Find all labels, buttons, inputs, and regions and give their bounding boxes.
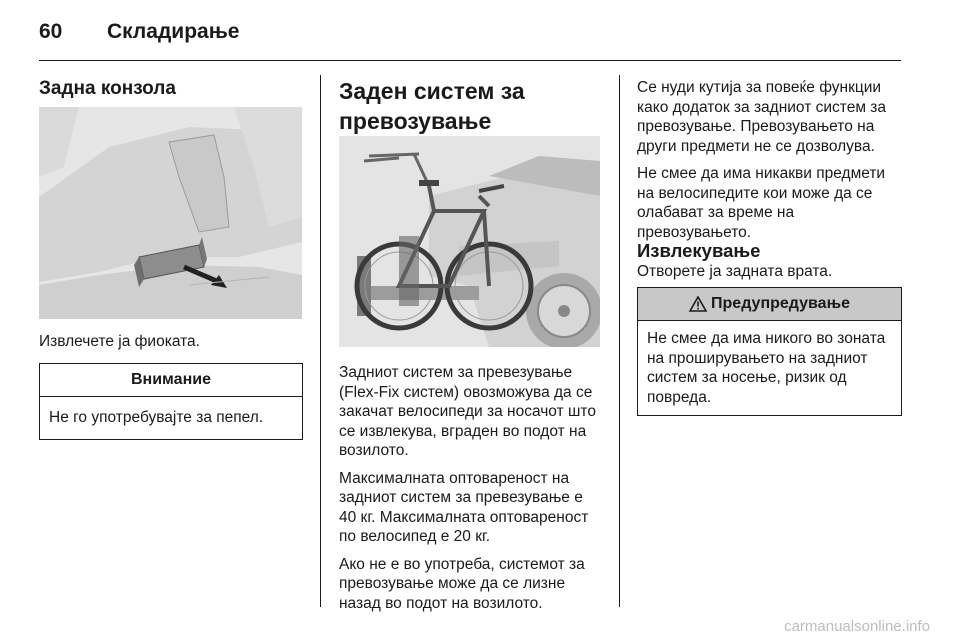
notice-text: Не го употребувајте за пепел. — [49, 409, 264, 426]
page-number: 60 — [39, 20, 63, 43]
watermark: carmanualsonline.info — [784, 618, 930, 635]
warning-title: Предупредување — [711, 295, 850, 312]
section-heading: Задна конзола — [39, 78, 176, 99]
chapter-title: Складирање — [107, 20, 240, 43]
warning-box — [637, 287, 902, 416]
warning-text: Не смее да има никого во зоната на проширувањето на задниот систем за носење, ризик од повреда. — [647, 330, 886, 406]
column-divider-right — [619, 75, 620, 607]
warning-triangle-icon — [689, 296, 707, 312]
paragraph: Максималната оптовареност на задниот систем за превезување е 40 кг. Максималната оптовареност по велосипед е 20 кг. — [339, 469, 589, 545]
paragraph: Задниот систем за превезување (Flex-Fix систем) овозможува да се закачат велосипеди за носачот што се извлекува, вграден во подот на возилото. — [339, 364, 596, 459]
console-drawer-drawing — [39, 107, 302, 319]
console-illustration — [39, 107, 302, 319]
bike-carrier-drawing — [339, 136, 600, 347]
subheading-text: Отворете ја задната врата. — [637, 263, 833, 280]
subheading: Извлекување — [637, 240, 761, 261]
drawer-caption: Извлечете ја фиоката. — [39, 333, 200, 350]
notice-box — [39, 363, 303, 440]
notice-title: Внимание — [40, 364, 302, 397]
paragraph: Не смее да има никакви предмети на велосипедите кои може да се олабават за време на превозувањето. — [637, 165, 886, 241]
column-divider-left — [320, 75, 321, 607]
warning-header — [638, 288, 901, 321]
section-heading-line2: превозување — [339, 108, 492, 134]
header-rule — [39, 60, 901, 61]
section-heading-line1: Заден систем за — [339, 78, 525, 104]
right-text — [637, 78, 903, 250]
paragraph: Ако не е во употреба, системот за превозување може да се лизне назад во подот на возилото. — [339, 555, 585, 612]
paragraph: Се нуди кутија за повеќе функции како додаток за задниот систем за превозување. Превозувањето на други предмети не се дозволува. — [637, 79, 887, 155]
bike-carrier-illustration — [339, 136, 600, 347]
carrier-text — [339, 363, 604, 621]
